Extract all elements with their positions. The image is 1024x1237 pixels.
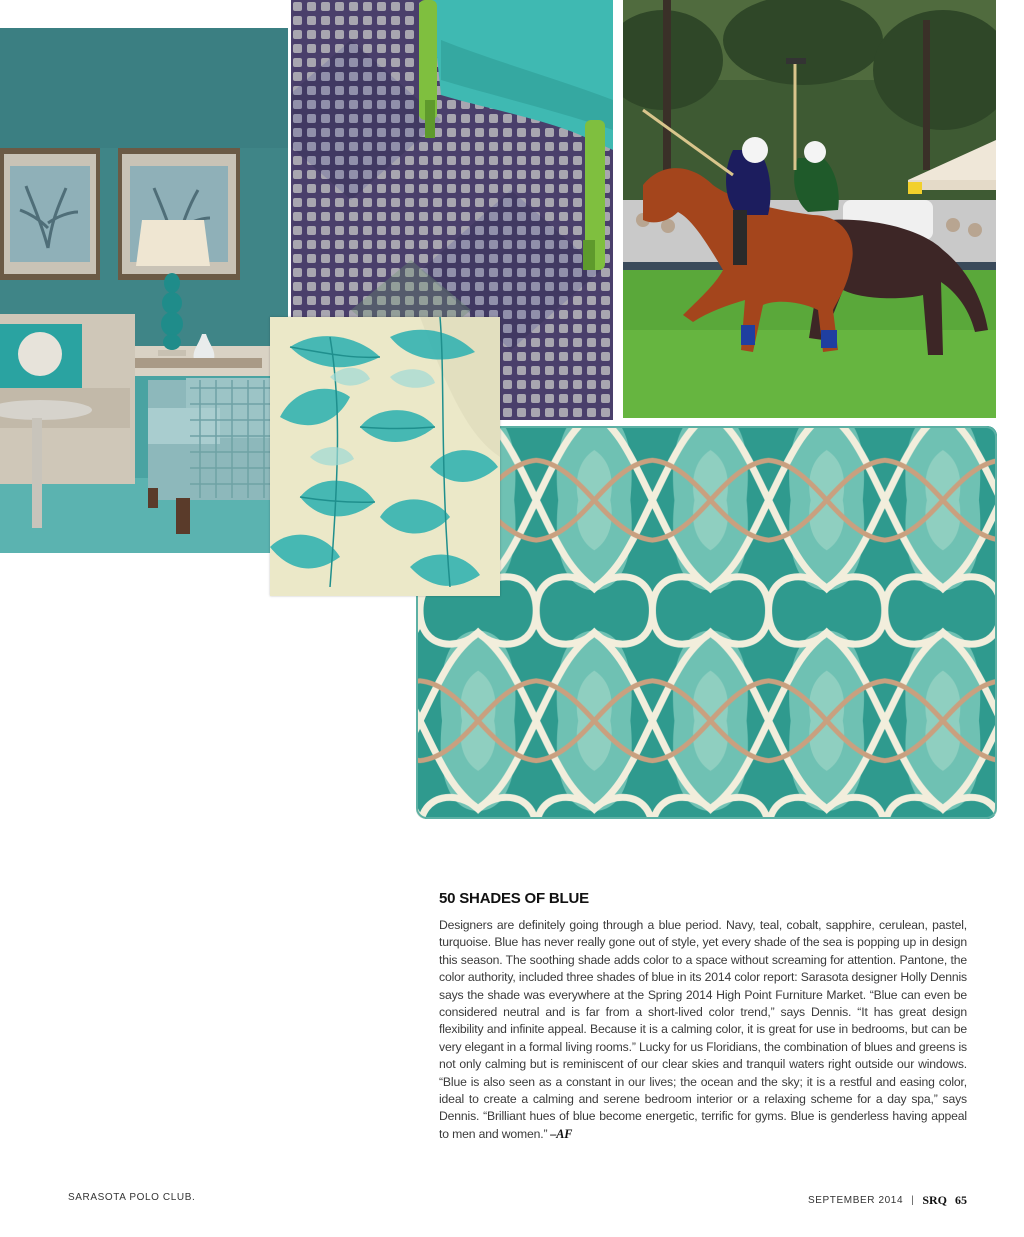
photo-caption: SARASOTA POLO CLUB.: [68, 1192, 196, 1203]
page-number: 65: [955, 1193, 967, 1207]
article-body: [439, 917, 967, 1143]
living-room-photo: [0, 28, 288, 553]
leaf-fabric-photo: [270, 317, 500, 596]
article-body-text: Designers are definitely going through a blue period. Navy, teal, cobalt, sapphire, cerulean, pastel, turquoise. Blue has never really gone out of style, yet every shade of the sea is popping up in design this season. The soothing shade adds color to a space without screaming for attention. Pantone, the color authority, included three shades of blue in its 2014 color report: Sarasota designer Holly Dennis says the shade was everywhere at the Spring 2014 High Point Furniture Market. “Blue can even be considered neutral and is far from a short-lived color trend,” says Dennis. “It has great design flexibility and infinite appeal. Because it is a calming color, it is great for use in bedrooms, but can be very elegant in a formal living rooms.” Lucky for us Floridians, the combination of blues and greens is not only calming but is reminiscent of our clear skies and tranquil waters right outside our windows. “Blue is also seen as a constant in our lives; the ocean and the sky; it is a restful and easing color, ideal to create a calming and serene bedroom interior or a relaxing scheme for a day spa,” says Dennis. “Brilliant hues of blue become energetic, terrific for gyms. Blue is genderless having appeal to men and women.”: [439, 918, 967, 1141]
article: [439, 890, 967, 1143]
polo-photo: [623, 0, 996, 418]
author-signature: –AF: [547, 1126, 573, 1141]
magazine-name: SRQ: [922, 1193, 947, 1207]
rug-photo: [416, 426, 997, 819]
footer-separator: |: [911, 1195, 915, 1206]
page-footer: [808, 1193, 967, 1208]
article-headline: 50 SHADES OF BLUE: [439, 890, 589, 907]
issue-date: SEPTEMBER 2014: [808, 1195, 904, 1206]
